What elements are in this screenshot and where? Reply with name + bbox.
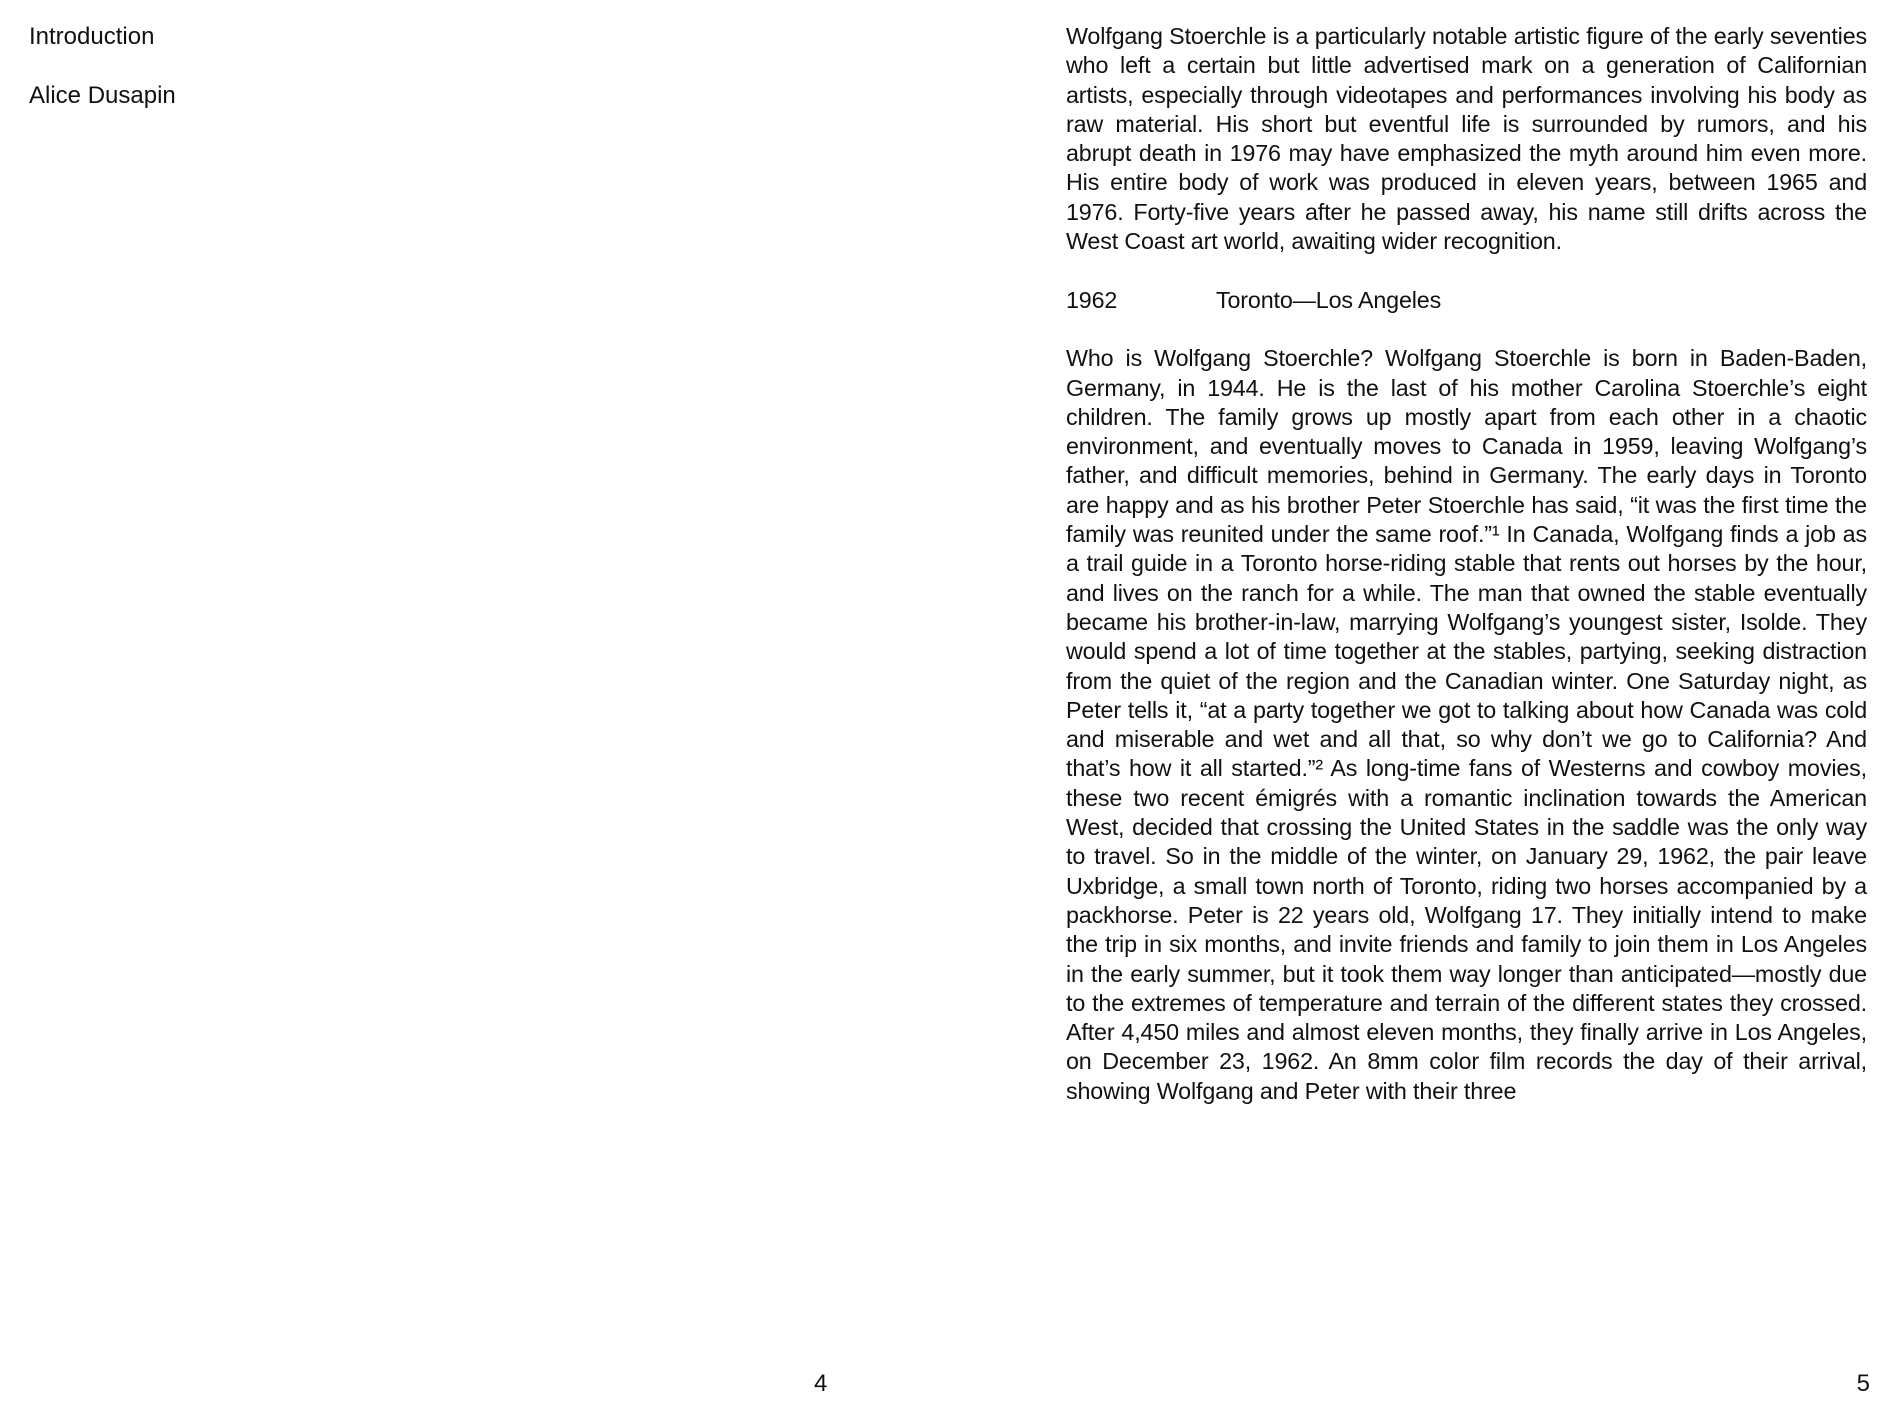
section-title: Introduction <box>29 23 155 50</box>
page-number-left: 4 <box>814 1370 828 1397</box>
chapter-year: 1962 <box>1066 286 1118 313</box>
body-text-column <box>1066 22 1867 1106</box>
right-page <box>945 0 1890 1417</box>
chapter-heading <box>1066 286 1867 315</box>
body-paragraph: Who is Wolfgang Stoerchle? Wolfgang Stoerchle is born in Baden-Baden, Germany, in 1944. He is the last of his mother Carolina Stoerchle’s eight children. The family grows up mostly apart from each other in a chaotic environment, and eventually moves to Canada in 1959, leaving Wolfgang’s father, and difficult memories, behind in Germany. The early days in Toronto are happy and as his brother Peter Stoerchle has said, “it was the first time the family was reunited under the same roof.”¹ In Canada, Wolfgang finds a job as a trail guide in a Toronto horse-riding stable that rents out horses by the hour, and lives on the ranch for a while. The man that owned the stable eventually became his brother-in-law, marrying Wolfgang’s youngest sister, Isolde. They would spend a lot of time together at the stables, partying, seeking distraction from the quiet of the region and the Canadian winter. One Saturday night, as Peter tells it, “at a party together we got to talking about how Canada was cold and miserable and wet and all that, so why don’t we go to California? And that’s how it all started.”² As long-time fans of Westerns and cowboy movies, these two recent émigrés with a romantic inclination towards the American West, decided that crossing the United States in the saddle was the only way to travel. So in the middle of the winter, on January 29, 1962, the pair leave Uxbridge, a small town north of Toronto, riding two horses accompanied by a packhorse. Peter is 22 years old, Wolfgang 17. They initially intend to make the trip in six months, and invite friends and family to join them in Los Angeles in the early summer, but it took them way longer than anticipated—mostly due to the extremes of temperature and terrain of the different states they crossed. After 4,450 miles and almost eleven months, they finally arrive in Los Angeles, on December 23, 1962. An 8mm color film records the day of their arrival, showing Wolfgang and Peter with their three <box>1066 345 1867 1104</box>
page-number-right: 5 <box>1856 1370 1870 1397</box>
author-name: Alice Dusapin <box>29 82 176 109</box>
intro-paragraph: Wolfgang Stoerchle is a particularly notable artistic figure of the early seventies who left a certain but little advertised mark on a generation of Californian artists, especially through videotapes and performances involving his body as raw material. His short but eventful life is surrounded by rumors, and his abrupt death in 1976 may have emphasized the myth around him even more. His entire body of work was produced in eleven years, between 1965 and 1976. Forty-five years after he passed away, his name still drifts across the West Coast art world, awaiting wider recognition. <box>1066 23 1867 255</box>
chapter-place: Toronto—Los Angeles <box>1216 286 1442 313</box>
